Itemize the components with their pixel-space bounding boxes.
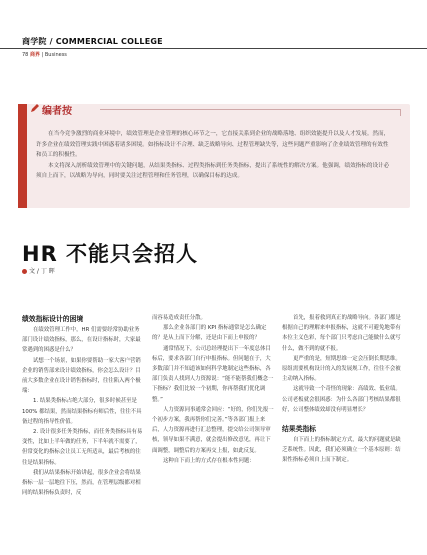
byline-dot-icon — [22, 269, 27, 274]
article-column-2 — [152, 313, 274, 466]
body-paragraph: 而容易造成责任分散。 — [152, 315, 206, 321]
page-number: 78 — [22, 52, 29, 58]
body-paragraph: 在绩效管理工作中，HR 们需要经常协助业务部门设计绩效指标，那么，在设计指标时，大家最常遇到的困惑是什么？ — [22, 327, 141, 354]
body-paragraph: 2. 设计很多任务类指标，而任务类指标具有易变性，比如上半年做的任务，下半年就不需要了，但常变化的指标会让员工无所适从，最后考核的往往是结果指标。 — [22, 429, 143, 466]
body-paragraph: 1. 结果类指标占绝大部分，很多时候甚至是 100% 都结果，然而结果指标有师后性，往往不具备过程的指导性价值。 — [22, 398, 142, 425]
editor-note-deco-line — [100, 109, 401, 116]
article-title: HR 不能只会招人 — [22, 242, 199, 266]
editor-note-title: 编者按 — [42, 106, 72, 117]
pen-icon — [30, 103, 40, 113]
byline-text: 文 / 丁 晖 — [29, 268, 55, 275]
page-folio: 78 商界 | Business — [22, 52, 67, 58]
body-paragraph: 那么企业各部门的 KPI 指标通常是怎么确定的？是从上而下分解，还是由下而上申报的？ — [152, 325, 267, 342]
body-paragraph: 人力资源同事通常会回应：“好的，你们先报一个初步方案，我再帮你们完善。”等各部门报上来后，人力资源再进行汇总整理，提交给公司领导审核，领导如果不满意，就会提出修改意见，再让下面调整，调整后的方案再交上报，如此反复。 — [152, 406, 274, 454]
body-paragraph: 更严重的是，短期思维一定会压倒长期思维。原组需要机构设计的入的发展规工作，往往不会被主动纳入指标。 — [282, 355, 401, 383]
body-paragraph: 自下而上的指标制定方式，最大的问题就是缺乏系统性。因此，我们必须确立一个基本原则：结果性指标必须自上而下制定。 — [282, 437, 401, 464]
editor-note-body — [36, 129, 392, 182]
body-paragraph: 这种自下而上的方式存在根本性问题： — [163, 457, 255, 464]
body-paragraph: 首先，报着救到真正的战略导向。各部门都是根据自己的理解来申报指标，这就不可避免地带有本位主义色彩，每个部门只考虑自己能做什么就写什么，做不到的就不报。 — [282, 315, 401, 352]
body-paragraph: 试想一个场景，如果你要帮助一家大客户营销企业的销售部来设计绩效指标，你会怎么设计？目前大多数企业在设计销售指标时，往往陷入两个极端： — [22, 357, 141, 395]
article-column-1 — [22, 313, 144, 498]
section-heading: 绩效指标设计的困境 — [22, 315, 84, 323]
header-title: 商学院 / COMMERCIAL COLLEGE — [22, 37, 163, 46]
section-label: Business — [44, 52, 67, 58]
body-paragraph: 这就导致一个奇怪的现象：高绩效、低业绩。公司老板就会很困惑：为什么各部门考核结果都很好，公司整体绩效却没有明显增长？ — [282, 386, 401, 413]
article-column-3 — [282, 313, 404, 466]
header-divider — [0, 48, 427, 49]
body-paragraph: 我们从结果指标开始讲起，很多企业会将结果指标一层一层地往下压，然而，在管理层级都对相同的结果指标负责时，反 — [22, 469, 141, 497]
editor-note-paragraph: 本文将深入剖析绩效管理中的关键问题，从结果类指标、过程类指标到任务类指标，提出了系统性的解决方案。他强调，绩效指标的设计必须自上而下，以战略为导向，同时要关注过程管理和任务管理，以确保目标的达成。 — [36, 162, 390, 180]
section-heading: 结果类指标 — [282, 425, 316, 434]
magazine-brand: 商界 — [29, 52, 40, 58]
article-byline — [22, 266, 55, 275]
editor-note-paragraph: 在当今竞争激烈的商业环境中，绩效管理是企业管理的核心环节之一，它直接关系到企业的战略落地、组织效能提升以及人才发展。然而，许多企业在绩效管理实践中困惑着诸多困境。如指标设计不合理、缺乏战略导向、过程管理缺失等，这些问题严重影响了企业绩效管理的有效性和员工的积极性。 — [36, 131, 390, 159]
page-header — [0, 36, 427, 50]
editor-note-accent-bar — [18, 104, 27, 208]
body-paragraph: 通常情况下，公司总经理提出下一年度总体目标后，要求各部门自行申报指标。但问题在于，大多数部门并不知道该如何科学地制定这些指标，各部门负责人找到人力资源说：“能不能帮我们概念一下指标？我们比较一个初期，你再帮我们优化调整。” — [152, 345, 274, 403]
